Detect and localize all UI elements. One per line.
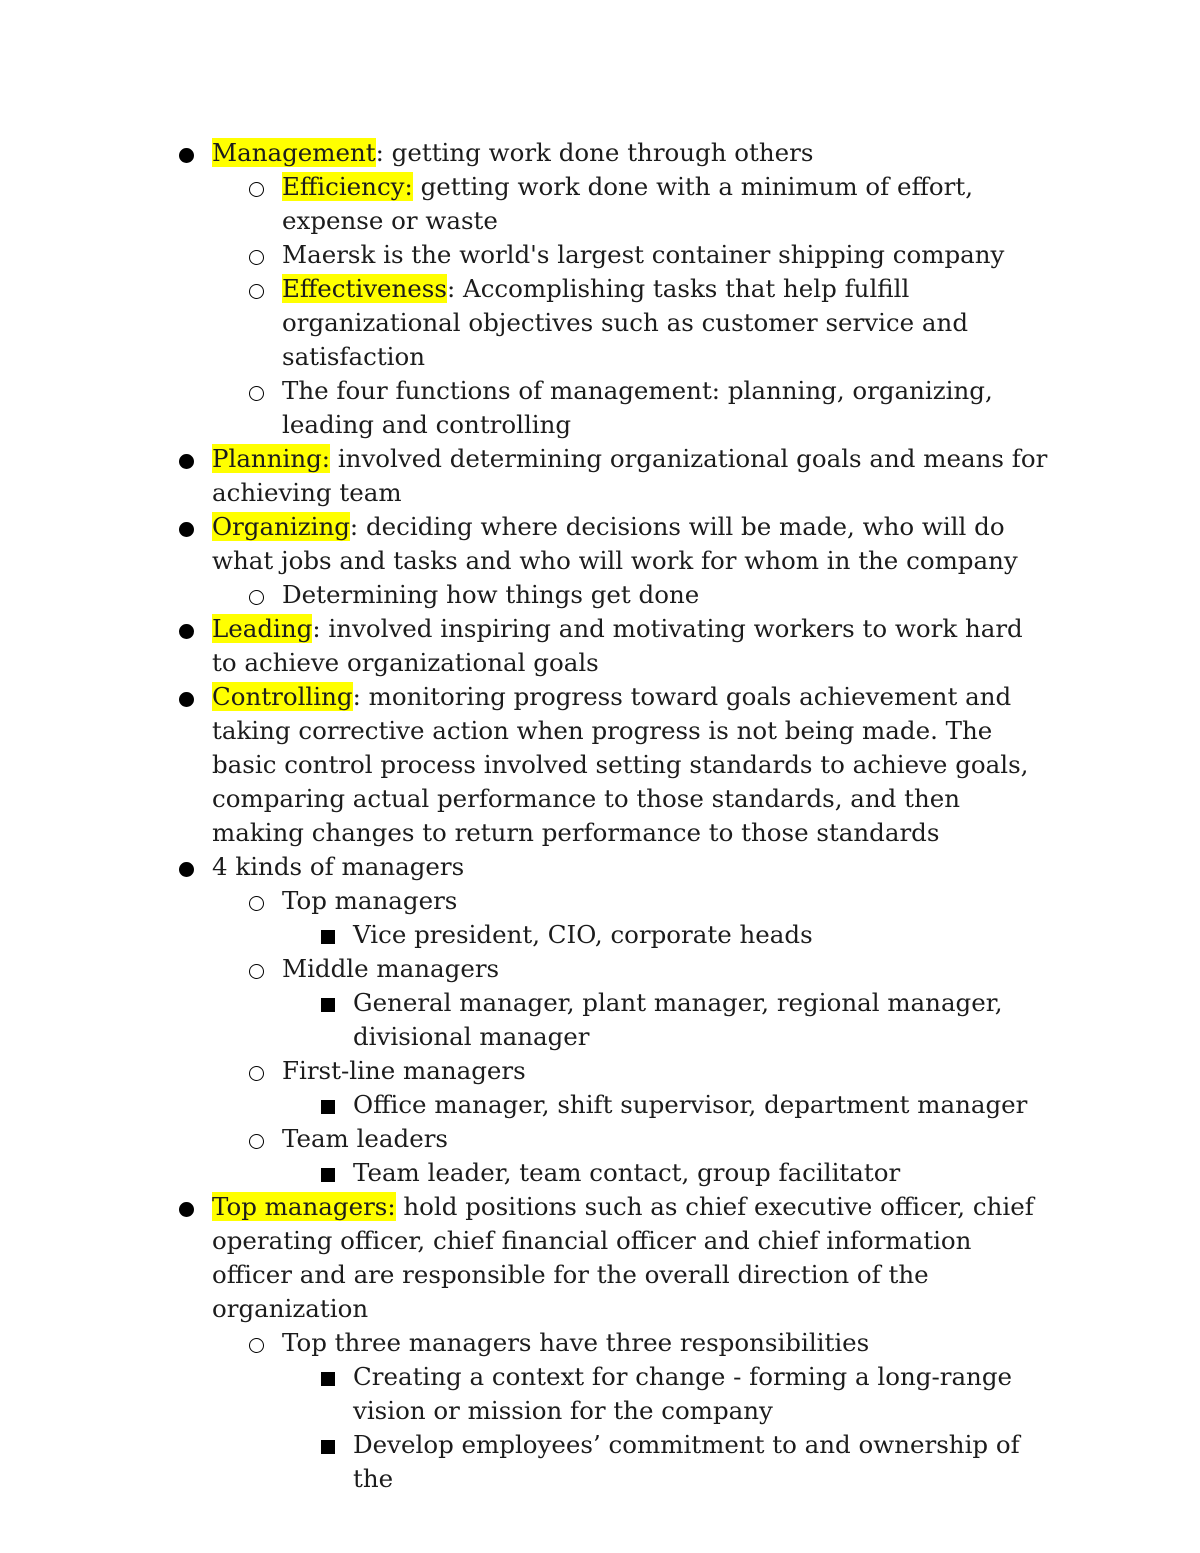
square-bullet-icon	[316, 1428, 340, 1462]
highlighted-term: Efficiency:	[282, 172, 413, 201]
item-text: : involved inspiring and motivating workers to work hard to achieve organizational goals	[212, 614, 1023, 677]
list-item	[0, 1088, 1200, 1122]
list-item	[0, 1360, 1200, 1428]
square-bullet-icon	[316, 1088, 340, 1122]
filled-circle-bullet-icon	[174, 612, 198, 646]
list-item	[0, 952, 1200, 986]
square-bullet-icon	[316, 1360, 340, 1394]
item-text: Determining how things get done	[282, 580, 700, 609]
highlighted-term: Leading	[212, 614, 313, 643]
list-item	[0, 986, 1200, 1054]
highlighted-term: Controlling	[212, 682, 353, 711]
hollow-circle-bullet-icon	[244, 1122, 268, 1156]
list-item	[0, 918, 1200, 952]
list-item	[0, 442, 1200, 510]
filled-circle-bullet-icon	[174, 510, 198, 544]
item-text: Office manager, shift supervisor, department manager	[353, 1090, 1028, 1119]
hollow-circle-bullet-icon	[244, 952, 268, 986]
hollow-circle-bullet-icon	[244, 1054, 268, 1088]
hollow-circle-bullet-icon	[244, 272, 268, 306]
list-item	[0, 510, 1200, 578]
list-item	[0, 1054, 1200, 1088]
hollow-circle-bullet-icon	[244, 374, 268, 408]
highlighted-term: Effectiveness	[282, 274, 447, 303]
item-text: Maersk is the world's largest container shipping company	[282, 240, 1005, 269]
list-item	[0, 578, 1200, 612]
item-text: Vice president, CIO, corporate heads	[353, 920, 813, 949]
item-text: : getting work done through others	[375, 138, 814, 167]
item-text: First-line managers	[282, 1056, 526, 1085]
list-item	[0, 850, 1200, 884]
highlighted-term: Top managers:	[212, 1192, 396, 1221]
item-text: Top three managers have three responsibilities	[282, 1328, 870, 1357]
hollow-circle-bullet-icon	[244, 884, 268, 918]
list-item	[0, 374, 1200, 442]
filled-circle-bullet-icon	[174, 442, 198, 476]
item-text: : monitoring progress toward goals achievement and taking corrective action when progress is not being made. The basic control process involved setting standards to achieve goals, comparing actual performance to those standards, and then making changes to return performance to those standards	[212, 682, 1029, 847]
list-item	[0, 1326, 1200, 1360]
list-item	[0, 136, 1200, 170]
item-text: Creating a context for change - forming a long-range vision or mission for the company	[353, 1362, 1013, 1425]
item-text: : deciding where decisions will be made, who will do what jobs and tasks and who will work for whom in the company	[212, 512, 1018, 575]
list-item	[0, 680, 1200, 850]
list-item	[0, 1190, 1200, 1326]
filled-circle-bullet-icon	[174, 850, 198, 884]
list-item	[0, 272, 1200, 374]
highlighted-term: Management	[212, 138, 376, 167]
filled-circle-bullet-icon	[174, 1190, 198, 1224]
list-item	[0, 238, 1200, 272]
list-item	[0, 1428, 1200, 1496]
item-text: Team leaders	[282, 1124, 448, 1153]
hollow-circle-bullet-icon	[244, 238, 268, 272]
item-text: Team leader, team contact, group facilitator	[353, 1158, 901, 1187]
square-bullet-icon	[316, 1156, 340, 1190]
highlighted-term: Organizing	[212, 512, 350, 541]
item-text: involved determining organizational goals and means for achieving team	[212, 444, 1048, 507]
hollow-circle-bullet-icon	[244, 1326, 268, 1360]
list-item	[0, 884, 1200, 918]
filled-circle-bullet-icon	[174, 136, 198, 170]
item-text: hold positions such as chief executive officer, chief operating officer, chief financial officer and chief information officer and are responsible for the overall direction of the organization	[212, 1192, 1034, 1323]
item-text: 4 kinds of managers	[212, 852, 465, 881]
item-text: Develop employees’ commitment to and ownership of the	[353, 1430, 1020, 1493]
item-text: : Accomplishing tasks that help fulfill organizational objectives such as customer service and satisfaction	[282, 274, 968, 371]
list-item	[0, 612, 1200, 680]
item-text: The four functions of management: planning, organizing, leading and controlling	[282, 376, 993, 439]
square-bullet-icon	[316, 918, 340, 952]
list-item	[0, 1156, 1200, 1190]
square-bullet-icon	[316, 986, 340, 1020]
item-text: General manager, plant manager, regional manager, divisional manager	[353, 988, 1003, 1051]
highlighted-term: Planning:	[212, 444, 331, 473]
filled-circle-bullet-icon	[174, 680, 198, 714]
item-text: getting work done with a minimum of effort, expense or waste	[282, 172, 974, 235]
item-text: Middle managers	[282, 954, 500, 983]
hollow-circle-bullet-icon	[244, 170, 268, 204]
hollow-circle-bullet-icon	[244, 578, 268, 612]
item-text: Top managers	[282, 886, 458, 915]
document-page	[0, 136, 1200, 1496]
list-item	[0, 170, 1200, 238]
list-item	[0, 1122, 1200, 1156]
